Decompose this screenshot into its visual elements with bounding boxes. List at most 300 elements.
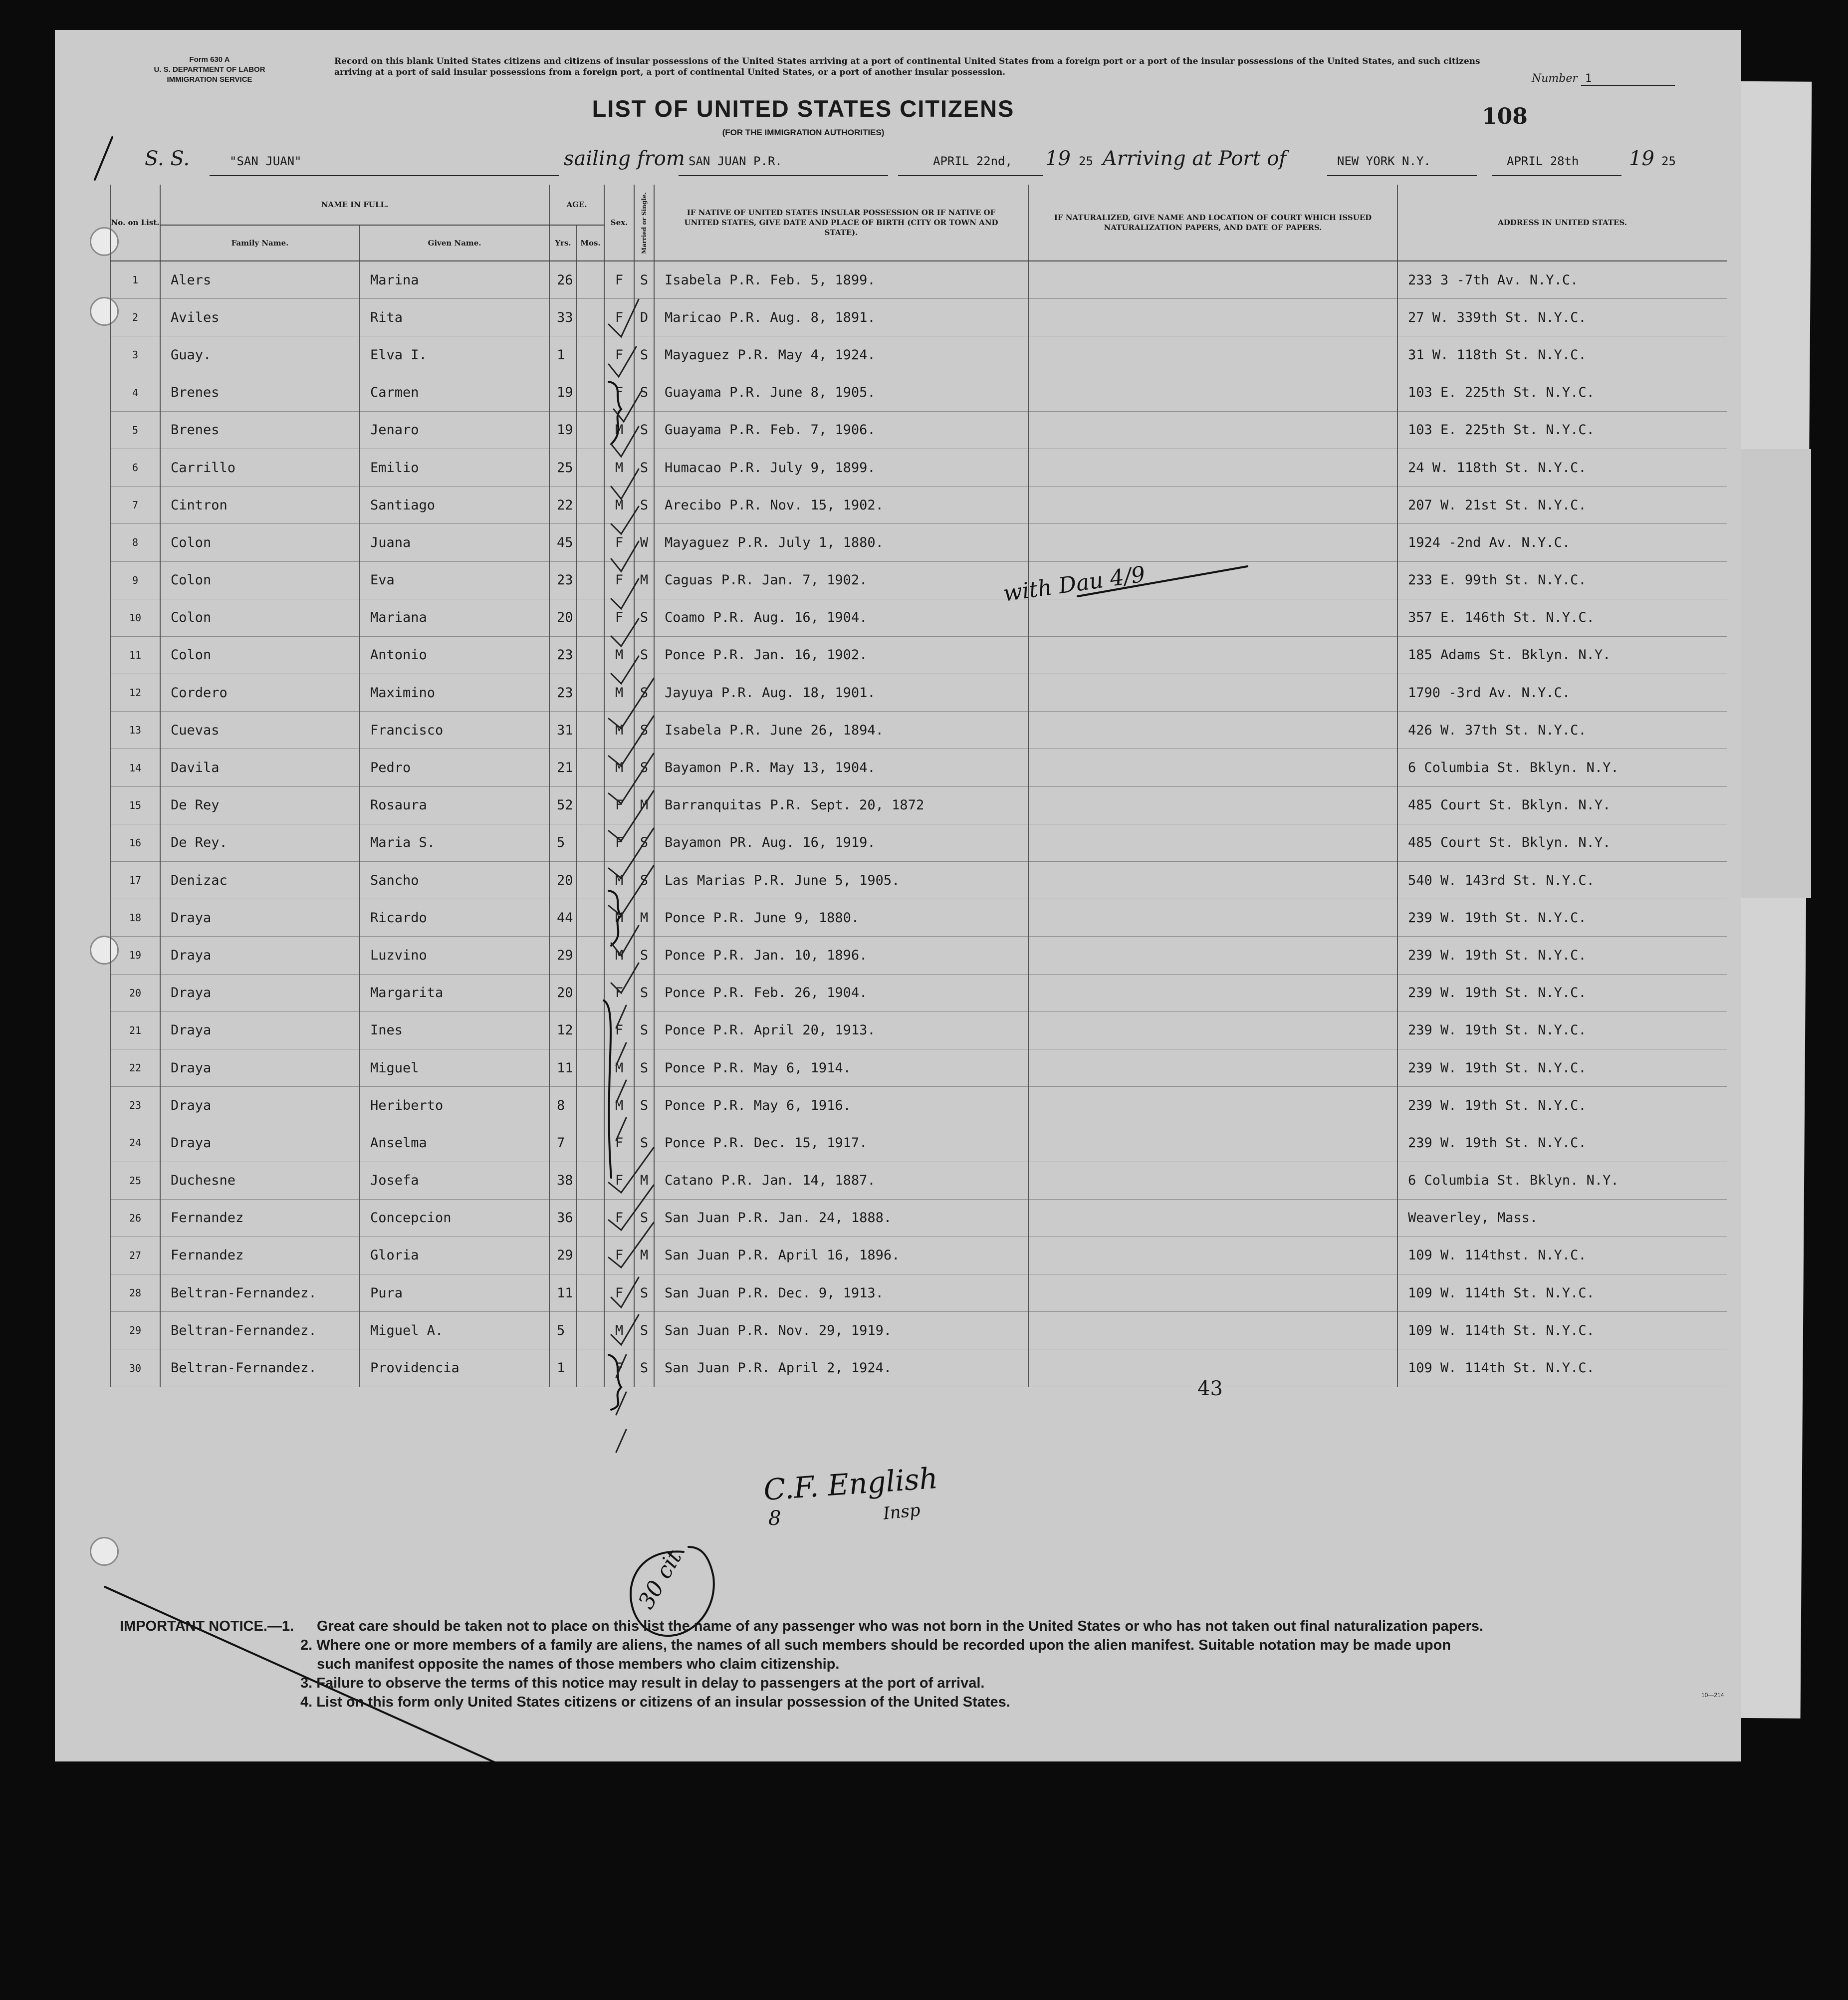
marital-status: S [634, 824, 654, 861]
age-years: 20 [549, 974, 577, 1011]
age-months [577, 599, 604, 636]
col-address: ADDRESS IN UNITED STATES. [1397, 185, 1727, 261]
address: Weaverley, Mass. [1397, 1199, 1727, 1237]
form-identifier [130, 55, 289, 85]
address: 239 W. 19th St. N.Y.C. [1397, 937, 1727, 974]
marital-status: S [634, 1124, 654, 1162]
sex: M [604, 674, 634, 712]
age-years: 33 [549, 299, 577, 336]
sex: M [604, 712, 634, 749]
sex: M [604, 636, 634, 674]
given-name: Antonio [360, 636, 549, 674]
age-months [577, 824, 604, 861]
given-name: Josefa [360, 1162, 549, 1199]
sex: F [604, 1237, 634, 1274]
address: 239 W. 19th St. N.Y.C. [1397, 899, 1727, 937]
age-years: 36 [549, 1199, 577, 1237]
age-years: 11 [549, 1049, 577, 1086]
birth-place-date: Ponce P.R. May 6, 1914. [654, 1049, 1028, 1086]
table-row [110, 1312, 1727, 1349]
given-name: Ricardo [360, 899, 549, 937]
list-number [1532, 72, 1675, 86]
family-name: Carrillo [160, 449, 360, 486]
sex: F [604, 786, 634, 824]
marital-status: S [634, 712, 654, 749]
age-months [577, 1349, 604, 1387]
row-number: 12 [110, 674, 160, 712]
service-name: IMMIGRATION SERVICE [167, 75, 252, 84]
family-name: Cordero [160, 674, 360, 712]
arrival-port: NEW YORK N.Y. [1337, 154, 1431, 168]
marital-status: W [634, 524, 654, 561]
family-name: Beltran-Fernandez. [160, 1274, 360, 1312]
row-number: 28 [110, 1274, 160, 1312]
address: 540 W. 143rd St. N.Y.C. [1397, 862, 1727, 899]
naturalization-info [1028, 336, 1397, 374]
marital-status: S [634, 1011, 654, 1049]
naturalization-info [1028, 1274, 1397, 1312]
notice-text-1: Great care should be taken not to place on this list the name of any passenger who was not born in the United States or who has not taken out final naturalization papers. [317, 1618, 1484, 1634]
row-number: 19 [110, 937, 160, 974]
given-name: Miguel A. [360, 1312, 549, 1349]
age-years: 44 [549, 899, 577, 937]
age-months [577, 937, 604, 974]
notice-item-2: 2. Where one or more members of a family are aliens, the names of all such members should be recorded upon the alien manifest. Suitable notation may be made upon [300, 1637, 1451, 1653]
birth-place-date: San Juan P.R. Jan. 24, 1888. [654, 1199, 1028, 1237]
sex: M [604, 1087, 634, 1124]
marital-status: S [634, 1349, 654, 1387]
age-years: 11 [549, 1274, 577, 1312]
marital-status: S [634, 1312, 654, 1349]
birth-place-date: Ponce P.R. April 20, 1913. [654, 1011, 1028, 1049]
birth-place-date: Ponce P.R. Feb. 26, 1904. [654, 974, 1028, 1011]
naturalization-info [1028, 712, 1397, 749]
marital-status: D [634, 299, 654, 336]
birth-place-date: Catano P.R. Jan. 14, 1887. [654, 1162, 1028, 1199]
page-subtitle: (FOR THE IMMIGRATION AUTHORITIES) [722, 128, 885, 137]
birth-place-date: Mayaguez P.R. May 4, 1924. [654, 336, 1028, 374]
age-years: 45 [549, 524, 577, 561]
age-months [577, 1011, 604, 1049]
given-name: Ines [360, 1011, 549, 1049]
age-months [577, 299, 604, 336]
birth-place-date: Jayuya P.R. Aug. 18, 1901. [654, 674, 1028, 712]
age-months [577, 261, 604, 299]
table-row [110, 487, 1727, 524]
naturalization-info [1028, 1087, 1397, 1124]
sex: M [604, 899, 634, 937]
passenger-table [110, 185, 1727, 1387]
sex: M [604, 1312, 634, 1349]
age-months [577, 1087, 604, 1124]
form-code: 10—214 [1701, 1692, 1724, 1699]
table-row [110, 1274, 1727, 1312]
col-mos: Mos. [577, 225, 604, 261]
table-row [110, 1349, 1727, 1387]
row-number: 17 [110, 862, 160, 899]
sex: M [604, 937, 634, 974]
family-name: Draya [160, 1011, 360, 1049]
row-number: 4 [110, 374, 160, 411]
col-naturalized: IF NATURALIZED, GIVE NAME AND LOCATION OF COURT WHICH ISSUED NATURALIZATION PAPERS, AND DATE OF PAPERS. [1028, 185, 1397, 261]
marital-status: M [634, 561, 654, 599]
marital-status: S [634, 1274, 654, 1312]
family-name: Cintron [160, 487, 360, 524]
ss-label: S. S. [145, 147, 190, 170]
row-number: 13 [110, 712, 160, 749]
sex: M [604, 487, 634, 524]
page-title: LIST OF UNITED STATES CITIZENS [592, 95, 1015, 122]
address: 109 W. 114th St. N.Y.C. [1397, 1274, 1727, 1312]
row-number: 20 [110, 974, 160, 1011]
important-notice [120, 1617, 1736, 1712]
family-name: Draya [160, 899, 360, 937]
birth-place-date: Maricao P.R. Aug. 8, 1891. [654, 299, 1028, 336]
family-name: Davila [160, 749, 360, 786]
age-years: 31 [549, 712, 577, 749]
age-years: 23 [549, 636, 577, 674]
age-years: 20 [549, 599, 577, 636]
sex: F [604, 336, 634, 374]
naturalization-info [1028, 261, 1397, 299]
given-name: Heriberto [360, 1087, 549, 1124]
age-months [577, 1049, 604, 1086]
row-number: 8 [110, 524, 160, 561]
family-name: Brenes [160, 411, 360, 449]
naturalization-info [1028, 1124, 1397, 1162]
family-name: Cuevas [160, 712, 360, 749]
arriving-label: Arriving at Port of [1103, 147, 1287, 170]
col-yrs: Yrs. [549, 225, 577, 261]
birth-place-date: Isabela P.R. Feb. 5, 1899. [654, 261, 1028, 299]
given-name: Miguel [360, 1049, 549, 1086]
table-row [110, 749, 1727, 786]
age-years: 21 [549, 749, 577, 786]
table-row [110, 712, 1727, 749]
address: 109 W. 114thst. N.Y.C. [1397, 1237, 1727, 1274]
table-row [110, 1087, 1727, 1124]
family-name: Alers [160, 261, 360, 299]
address: 24 W. 118th St. N.Y.C. [1397, 449, 1727, 486]
departure-port: SAN JUAN P.R. [689, 154, 782, 168]
notice-item-3: 3. Failure to observe the terms of this notice may result in delay to passengers at the port of arrival. [300, 1675, 985, 1691]
sailing-label: sailing from [564, 147, 685, 170]
marital-status: S [634, 974, 654, 1011]
row-number: 29 [110, 1312, 160, 1349]
table-row [110, 1199, 1727, 1237]
age-years: 8 [549, 1087, 577, 1124]
age-years: 20 [549, 862, 577, 899]
table-row [110, 449, 1727, 486]
naturalization-info [1028, 862, 1397, 899]
given-name: Pura [360, 1274, 549, 1312]
age-years: 22 [549, 487, 577, 524]
family-name: Draya [160, 1049, 360, 1086]
given-name: Rosaura [360, 786, 549, 824]
inspection-time: 8 [768, 1507, 781, 1530]
age-months [577, 674, 604, 712]
family-name: Draya [160, 1124, 360, 1162]
year-prefix: 19 [1045, 147, 1071, 170]
family-name: Draya [160, 1087, 360, 1124]
address: 239 W. 19th St. N.Y.C. [1397, 1124, 1727, 1162]
marital-status: S [634, 487, 654, 524]
marital-status: S [634, 261, 654, 299]
family-name: Duchesne [160, 1162, 360, 1199]
address: 103 E. 225th St. N.Y.C. [1397, 374, 1727, 411]
birth-place-date: Coamo P.R. Aug. 16, 1904. [654, 599, 1028, 636]
age-months [577, 899, 604, 937]
family-name: De Rey [160, 786, 360, 824]
given-name: Santiago [360, 487, 549, 524]
age-years: 29 [549, 937, 577, 974]
address: 239 W. 19th St. N.Y.C. [1397, 1087, 1727, 1124]
marital-status: S [634, 1199, 654, 1237]
row-number: 25 [110, 1162, 160, 1199]
sex: F [604, 1162, 634, 1199]
row-number: 1 [110, 261, 160, 299]
table-row [110, 636, 1727, 674]
birth-place-date: Ponce P.R. Jan. 16, 1902. [654, 636, 1028, 674]
marital-status: S [634, 336, 654, 374]
naturalization-info [1028, 1162, 1397, 1199]
address: 185 Adams St. Bklyn. N.Y. [1397, 636, 1727, 674]
given-name: Eva [360, 561, 549, 599]
marital-status: S [634, 749, 654, 786]
marital-status: S [634, 636, 654, 674]
row-number: 24 [110, 1124, 160, 1162]
naturalization-info [1028, 599, 1397, 636]
naturalization-info [1028, 1011, 1397, 1049]
birth-place-date: San Juan P.R. Dec. 9, 1913. [654, 1274, 1028, 1312]
birth-place-date: Isabela P.R. June 26, 1894. [654, 712, 1028, 749]
age-months [577, 749, 604, 786]
arrival-date-underline [1492, 175, 1621, 176]
row8-handwritten-note: with Dau 4/9 [1001, 561, 1147, 607]
age-years: 29 [549, 1237, 577, 1274]
family-name: Fernandez [160, 1199, 360, 1237]
table-row [110, 524, 1727, 561]
age-months [577, 1199, 604, 1237]
family-name: Denizac [160, 862, 360, 899]
number-label: Number [1532, 72, 1578, 85]
sex: F [604, 1199, 634, 1237]
row-number: 2 [110, 299, 160, 336]
inspector-signature: C.F. English [762, 1461, 939, 1507]
age-years: 7 [549, 1124, 577, 1162]
birth-place-date: San Juan P.R. Nov. 29, 1919. [654, 1312, 1028, 1349]
age-months [577, 636, 604, 674]
given-name: Anselma [360, 1124, 549, 1162]
age-months [577, 449, 604, 486]
col-sex: Sex. [604, 185, 634, 261]
inspector-title: Insp [882, 1500, 922, 1524]
row-number: 3 [110, 336, 160, 374]
birth-place-date: Humacao P.R. July 9, 1899. [654, 449, 1028, 486]
naturalization-info [1028, 974, 1397, 1011]
age-months [577, 862, 604, 899]
total-citizens-note: 30 cit [633, 1546, 687, 1613]
age-months [577, 561, 604, 599]
table-row [110, 862, 1727, 899]
marital-status: S [634, 374, 654, 411]
table-row [110, 786, 1727, 824]
age-years: 1 [549, 1349, 577, 1387]
family-name: Colon [160, 599, 360, 636]
voyage-line [145, 147, 1741, 177]
address: 239 W. 19th St. N.Y.C. [1397, 974, 1727, 1011]
naturalization-info [1028, 786, 1397, 824]
table-row [110, 599, 1727, 636]
given-name: Jenaro [360, 411, 549, 449]
marital-status: M [634, 899, 654, 937]
row-number: 15 [110, 786, 160, 824]
family-name: Fernandez [160, 1237, 360, 1274]
age-months [577, 411, 604, 449]
family-name: Aviles [160, 299, 360, 336]
given-name: Marina [360, 261, 549, 299]
naturalization-info [1028, 299, 1397, 336]
birth-place-date: Bayamon P.R. May 13, 1904. [654, 749, 1028, 786]
department-name: U. S. DEPARTMENT OF LABOR [154, 65, 265, 74]
table-row [110, 937, 1727, 974]
given-name: Mariana [360, 599, 549, 636]
given-name: Luzvino [360, 937, 549, 974]
address: 1924 -2nd Av. N.Y.C. [1397, 524, 1727, 561]
naturalization-info [1028, 636, 1397, 674]
manifest-page [55, 30, 1741, 1761]
sex: M [604, 1049, 634, 1086]
table-row [110, 299, 1727, 336]
address: 357 E. 146th St. N.Y.C. [1397, 599, 1727, 636]
birth-place-date: Barranquitas P.R. Sept. 20, 1872 [654, 786, 1028, 824]
given-name: Maria S. [360, 824, 549, 861]
marital-status: S [634, 411, 654, 449]
address: 239 W. 19th St. N.Y.C. [1397, 1049, 1727, 1086]
naturalization-info [1028, 1312, 1397, 1349]
row-number: 6 [110, 449, 160, 486]
address: 6 Columbia St. Bklyn. N.Y. [1397, 1162, 1727, 1199]
sex: F [604, 1349, 634, 1387]
row-number: 18 [110, 899, 160, 937]
birth-place-date: Arecibo P.R. Nov. 15, 1902. [654, 487, 1028, 524]
sex: F [604, 299, 634, 336]
family-name: Beltran-Fernandez. [160, 1312, 360, 1349]
family-name: De Rey. [160, 824, 360, 861]
marital-status: S [634, 862, 654, 899]
sex: M [604, 449, 634, 486]
row-number: 7 [110, 487, 160, 524]
age-years: 19 [549, 411, 577, 449]
sex: F [604, 1124, 634, 1162]
address: 239 W. 19th St. N.Y.C. [1397, 1011, 1727, 1049]
age-years: 52 [549, 786, 577, 824]
sex: F [604, 599, 634, 636]
naturalization-info [1028, 411, 1397, 449]
page-stamp-number: 108 [1482, 104, 1528, 129]
notice-item-4: 4. List on this form only United States citizens or citizens of an insular possession of the United States. [300, 1694, 1010, 1710]
address: 485 Court St. Bklyn. N.Y. [1397, 786, 1727, 824]
punch-hole [90, 1537, 119, 1566]
birth-place-date: Mayaguez P.R. July 1, 1880. [654, 524, 1028, 561]
arrival-date: APRIL 28th [1507, 154, 1579, 168]
given-name: Elva I. [360, 336, 549, 374]
age-months [577, 487, 604, 524]
sex: F [604, 1274, 634, 1312]
row-number: 21 [110, 1011, 160, 1049]
address: 27 W. 339th St. N.Y.C. [1397, 299, 1727, 336]
address: 6 Columbia St. Bklyn. N.Y. [1397, 749, 1727, 786]
col-given-name: Given Name. [360, 225, 549, 261]
naturalization-info [1028, 524, 1397, 561]
row-number: 26 [110, 1199, 160, 1237]
date-underline [898, 175, 1043, 176]
table-row [110, 1011, 1727, 1049]
given-name: Emilio [360, 449, 549, 486]
family-name: Brenes [160, 374, 360, 411]
form-number: Form 630 A [189, 55, 230, 64]
row-number: 30 [110, 1349, 160, 1387]
naturalization-info [1028, 937, 1397, 974]
sex: F [604, 561, 634, 599]
given-name: Margarita [360, 974, 549, 1011]
age-years: 23 [549, 674, 577, 712]
table-row [110, 1049, 1727, 1086]
age-years: 19 [549, 374, 577, 411]
marital-status: M [634, 786, 654, 824]
family-name: Draya [160, 974, 360, 1011]
table-row [110, 674, 1727, 712]
row-number: 14 [110, 749, 160, 786]
row-number: 22 [110, 1049, 160, 1086]
given-name: Sancho [360, 862, 549, 899]
row-number: 10 [110, 599, 160, 636]
table-row [110, 824, 1727, 861]
col-family-name: Family Name. [160, 225, 360, 261]
birth-place-date: Ponce P.R. May 6, 1916. [654, 1087, 1028, 1124]
address: 109 W. 114th St. N.Y.C. [1397, 1349, 1727, 1387]
table-row [110, 1124, 1727, 1162]
age-years: 26 [549, 261, 577, 299]
age-years: 23 [549, 561, 577, 599]
age-months [577, 374, 604, 411]
page-number: 43 [1197, 1377, 1223, 1400]
naturalization-info [1028, 749, 1397, 786]
marital-status: M [634, 1162, 654, 1199]
number-value: 1 [1581, 72, 1675, 86]
notice-lead: IMPORTANT NOTICE.—1. [120, 1618, 294, 1634]
naturalization-info [1028, 899, 1397, 937]
address: 103 E. 225th St. N.Y.C. [1397, 411, 1727, 449]
table-row [110, 1162, 1727, 1199]
given-name: Providencia [360, 1349, 549, 1387]
age-years: 12 [549, 1011, 577, 1049]
age-months [577, 524, 604, 561]
family-name: Beltran-Fernandez. [160, 1349, 360, 1387]
address: 485 Court St. Bklyn. N.Y. [1397, 824, 1727, 861]
age-months [577, 1274, 604, 1312]
given-name: Carmen [360, 374, 549, 411]
col-age: AGE. [549, 185, 604, 225]
birth-place-date: Guayama P.R. Feb. 7, 1906. [654, 411, 1028, 449]
naturalization-info [1028, 1049, 1397, 1086]
age-years: 5 [549, 1312, 577, 1349]
record-instructions: Record on this blank United States citizens and citizens of insular possessions of the United States arriving at a port of continental United States from a foreign port or a port of the insular possessions of the United States, and such citizens arriving at a port of said insular possessions from a foreign port, a port of continental United States, or a port of another insular possession. [334, 56, 1480, 77]
table-row [110, 899, 1727, 937]
address: 233 3 -7th Av. N.Y.C. [1397, 261, 1727, 299]
given-name: Concepcion [360, 1199, 549, 1237]
port-underline [679, 175, 888, 176]
